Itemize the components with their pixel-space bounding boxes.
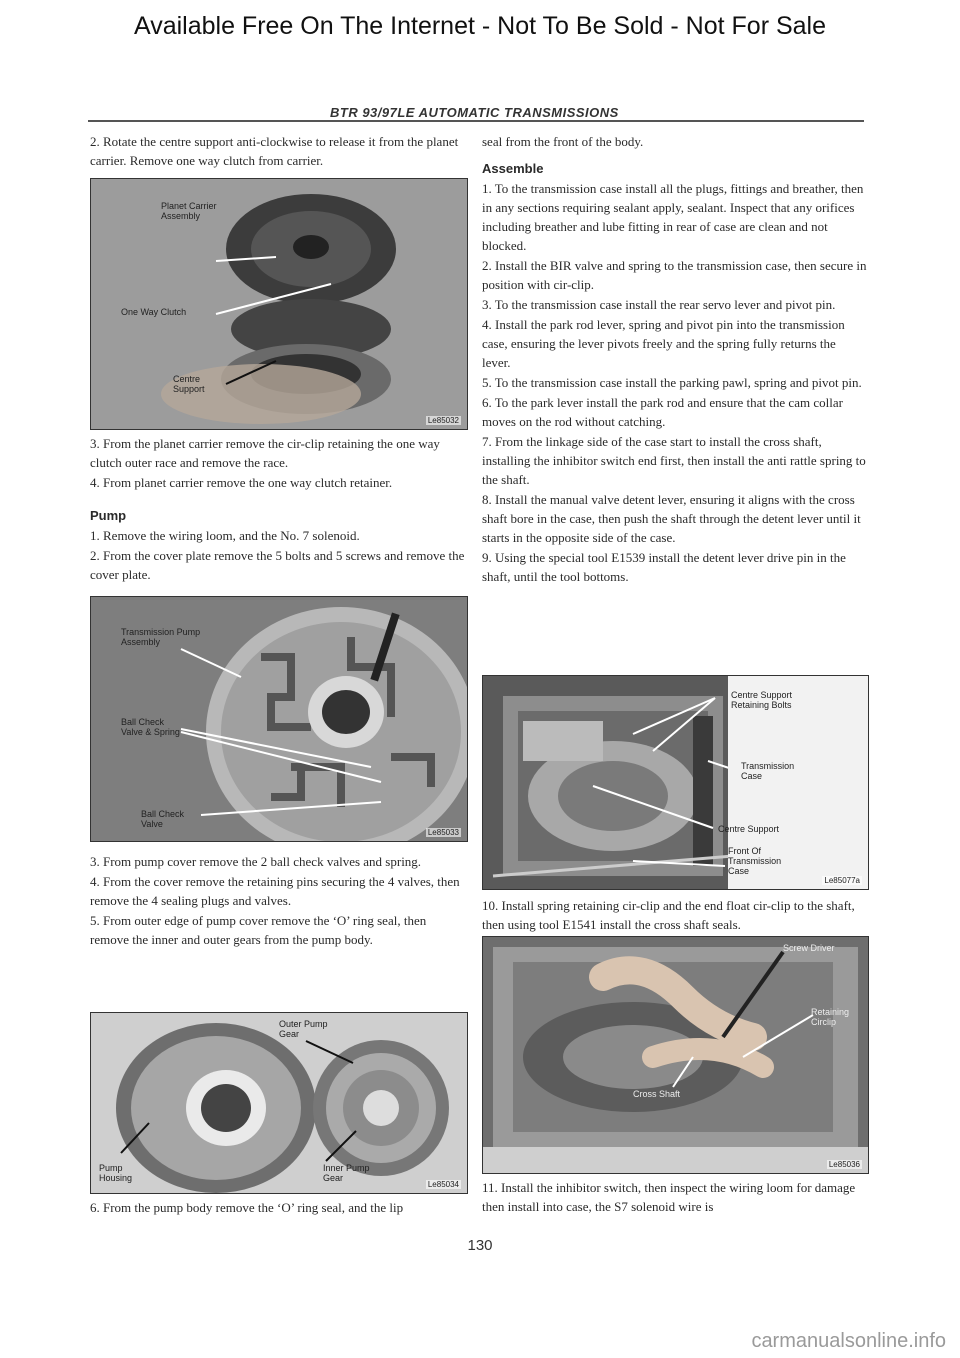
paragraph: 9. Using the special tool E1539 install the detent lever drive pin in the shaft, until the tool bottoms. bbox=[482, 550, 846, 584]
figure-cross-shaft bbox=[482, 936, 869, 1174]
callout-planet-carrier: Planet Carrier Assembly bbox=[161, 201, 217, 221]
callout-transmission-pump: Transmission Pump Assembly bbox=[121, 627, 201, 647]
right-column-bottom bbox=[482, 1178, 867, 1217]
left-column-middle bbox=[90, 434, 465, 585]
figure-pump-gears bbox=[90, 1012, 468, 1194]
right-column-top bbox=[482, 132, 867, 587]
running-header: BTR 93/97LE AUTOMATIC TRANSMISSIONS bbox=[330, 105, 619, 120]
paragraph: seal from the front of the body. bbox=[482, 134, 644, 149]
watermark: carmanualsonline.info bbox=[751, 1330, 946, 1352]
callout-ball-check-valve: Ball Check Valve bbox=[141, 809, 185, 829]
figure-id: Le85036 bbox=[828, 1160, 860, 1169]
figure-transmission-case bbox=[482, 675, 869, 890]
paragraph: 3. To the transmission case install the rear servo lever and pivot pin. bbox=[482, 297, 836, 312]
paragraph: 1. To the transmission case install all the plugs, fittings and breather, then in any sections requiring sealant apply, sealant. Inspect that any orifices including breather and lube fitting in rear of case are clean and not blocked. bbox=[482, 181, 864, 253]
paragraph: 4. From the cover remove the retaining pins securing the 4 valves, then remove the 4 sealing plugs and valves. bbox=[90, 874, 460, 908]
figure-transmission-case-photo bbox=[483, 676, 868, 889]
callout-transmission-case: Transmission Case bbox=[741, 761, 795, 781]
paragraph: 5. From outer edge of pump cover remove the ‘O’ ring seal, then remove the inner and outer gears from the pump body. bbox=[90, 913, 427, 947]
callout-retaining-circlip: Retaining Circlip bbox=[811, 1007, 850, 1027]
figure-id: Le85077a bbox=[824, 876, 860, 885]
figure-cross-shaft-photo bbox=[483, 937, 868, 1173]
callout-centre-support-bolts: Centre Support Retaining Bolts bbox=[731, 690, 793, 710]
section-heading-pump: Pump bbox=[90, 508, 127, 523]
paragraph: 2. From the cover plate remove the 5 bolts and 5 screws and remove the cover plate. bbox=[90, 548, 465, 582]
callout-front-of-case: Front Of Transmission Case bbox=[728, 846, 782, 876]
paragraph: 1. Remove the wiring loom, and the No. 7 solenoid. bbox=[90, 528, 360, 543]
banner-text: Available Free On The Internet - Not To Be Sold - Not For Sale bbox=[133, 12, 827, 40]
paragraph: 4. From planet carrier remove the one way clutch retainer. bbox=[90, 475, 393, 490]
right-column-middle bbox=[482, 896, 867, 935]
left-column-bottom bbox=[90, 1198, 465, 1218]
left-column-lower bbox=[90, 852, 465, 950]
callout-centre-support: Centre Support bbox=[173, 374, 205, 394]
page-number: 130 bbox=[467, 1237, 493, 1254]
callout-one-way-clutch: One Way Clutch bbox=[121, 307, 187, 317]
callout-centre-support: Centre Support bbox=[718, 824, 780, 834]
figure-planet-carrier bbox=[90, 178, 468, 430]
callout-ball-check-spring: Ball Check Valve & Spring bbox=[121, 717, 180, 737]
paragraph: 6. From the pump body remove the ‘O’ ring seal, and the lip bbox=[90, 1200, 404, 1215]
figure-id: Le85033 bbox=[427, 828, 459, 837]
paragraph: 5. To the transmission case install the parking pawl, spring and pivot pin. bbox=[482, 375, 862, 390]
callout-cross-shaft: Cross Shaft bbox=[633, 1089, 681, 1099]
paragraph: 11. Install the inhibitor switch, then inspect the wiring loom for damage then install into case, the S7 solenoid wire is bbox=[482, 1180, 856, 1214]
callout-screw-driver: Screw Driver bbox=[783, 943, 835, 953]
section-heading-assemble: Assemble bbox=[482, 161, 544, 176]
paragraph: 3. From the planet carrier remove the cir-clip retaining the one way clutch outer race and remove the race. bbox=[90, 436, 440, 470]
figure-pump-gears-photo bbox=[91, 1013, 467, 1193]
callout-pump-housing: Pump Housing bbox=[99, 1163, 133, 1183]
paragraph: 7. From the linkage side of the case start to install the cross shaft, installing the inhibitor switch end first, then install the anti rattle spring to the shaft. bbox=[482, 434, 866, 487]
paragraph: 10. Install spring retaining cir-clip and the end float cir-clip to the shaft, then using tool E1541 install the cross shaft seals. bbox=[482, 898, 855, 932]
figure-pump-assembly bbox=[90, 596, 468, 842]
left-column-top bbox=[90, 132, 465, 171]
callout-outer-pump-gear: Outer Pump Gear bbox=[279, 1019, 328, 1039]
paragraph: 3. From pump cover remove the 2 ball check valves and spring. bbox=[90, 854, 422, 869]
paragraph: 2. Install the BIR valve and spring to the transmission case, then secure in position with cir-clip. bbox=[482, 258, 867, 292]
paragraph: 6. To the park lever install the park rod and ensure that the cam collar moves on the rod without catching. bbox=[482, 395, 843, 429]
header-rule bbox=[88, 120, 864, 122]
figure-id: Le85032 bbox=[427, 416, 459, 425]
paragraph: 2. Rotate the centre support anti-clockwise to release it from the planet carrier. Remove one way clutch from carrier. bbox=[90, 134, 459, 168]
paragraph: 4. Install the park rod lever, spring and pivot pin into the transmission case, ensuring the lever pivots freely and the spring fully returns the lever. bbox=[482, 317, 845, 370]
figure-planet-carrier-photo bbox=[91, 179, 467, 429]
figure-id: Le85034 bbox=[427, 1180, 459, 1189]
callout-inner-pump-gear: Inner Pump Gear bbox=[323, 1163, 370, 1183]
paragraph: 8. Install the manual valve detent lever, ensuring it aligns with the cross shaft bore in the case, then push the shaft through the detent lever until it starts in the opposite side of the case. bbox=[482, 492, 861, 545]
